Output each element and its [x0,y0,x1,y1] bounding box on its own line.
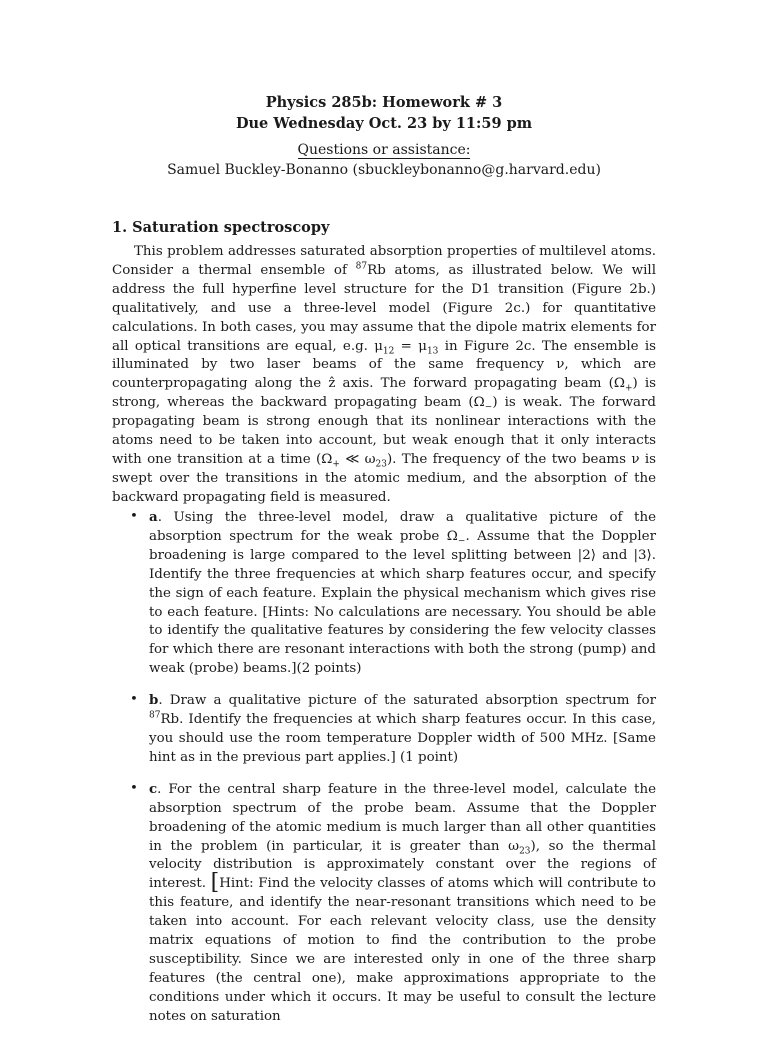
contact-label: Questions or assistance: [297,142,471,158]
item-label: c [149,780,158,797]
question-item-b: • b. Draw a qualitative picture of the saturated absorption spectrum for $^{87}$Rb. Identify the frequencies at which sharp features occur. In this case, you should use the room temperature Doppler width of 500 MHz. [Same hint as in the previous part applies.] (1 point) [130,692,656,765]
question-item-a: • a. Using the three-level model, draw a qualitative picture of the absorption spectrum for the weak probe $\Omega_-$. Assume that the Doppler broadening is large compared to the level splitting between |2⟩ and |3⟩. Identify the three frequencies at which sharp features occur, and specify the sign of each feature. Explain the physical mechanism which gives rise to each feature. [Hints: No calculations are necessary. You should be able to identify the qualitative features by considering the few velocity classes for which there are resonant interactions with both the strong (pump) and weak (probe) beams.](2 points) [130,509,656,677]
question-item-c: • c. For the central sharp feature in the three-level model, calculate the absorption spectrum of the probe beam. Assume that the Doppler broadening of the atomic medium is much larger than all other quantities in the problem (in particular, it is greater than $\omega_{23}$), so the thermal velocity distribution is approximately constant over the regions of interest. [Hint: Find the velocity classes of atoms which will contribute to this feature, and identify the near-resonant transitions which need to be taken into account. For each relevant velocity class, use the density matrix equations of motion to find the contribution to the probe susceptibility. Since we are interested only in one of the three sharp features (the central one), make approximations appropriate to the conditions under which it occurs. It may be useful to consult the lecture notes on saturation [130,780,656,1024]
question-list [130,508,656,1039]
document-title: Physics 285b: Homework # 3 [265,94,503,111]
bullet-icon: • [130,509,138,524]
intro-paragraph: This problem addresses saturated absorption properties of multilevel atoms. Consider a thermal ensemble of $^{87}$Rb atoms, as illustrated below. We will address the full hyperfine level structure for the D1 transition (Figure 2b.) qualitatively, and use a three-level model (Figure 2c.) for quantitative calculations. In both cases, you may assume that the dipole matrix elements for all optical transitions are equal, e.g. $\mu_{12} = \mu_{13}$ in Figure 2c. The ensemble is illuminated by two laser beams of the same frequency ν, which are counterpropagating along the ẑ axis. The forward propagating beam $(\Omega_+)$ is strong, whereas the backward propagating beam $(\Omega_-)$ is weak. The forward propagating beam is strong enough that its nonlinear interactions with the atoms need to be taken into account, but weak enough that it only interacts with one transition at a time ($\Omega_+$ ≪ $\omega_{23}$). The frequency of the two beams ν is swept over the transitions in the atomic medium, and the absorption of the backward propagating field is measured. [112,244,656,505]
item-label: a [149,509,158,525]
section-heading: 1. Saturation spectroscopy [112,219,330,236]
contact-info: Samuel Buckley-Bonanno (sbuckleybonanno@g.harvard.edu) [167,162,601,178]
document-header [0,92,768,180]
bullet-icon: • [130,692,138,708]
due-date: Due Wednesday Oct. 23 by 11:59 pm [235,115,533,132]
bullet-icon: • [130,780,138,796]
item-label: b [149,692,159,709]
